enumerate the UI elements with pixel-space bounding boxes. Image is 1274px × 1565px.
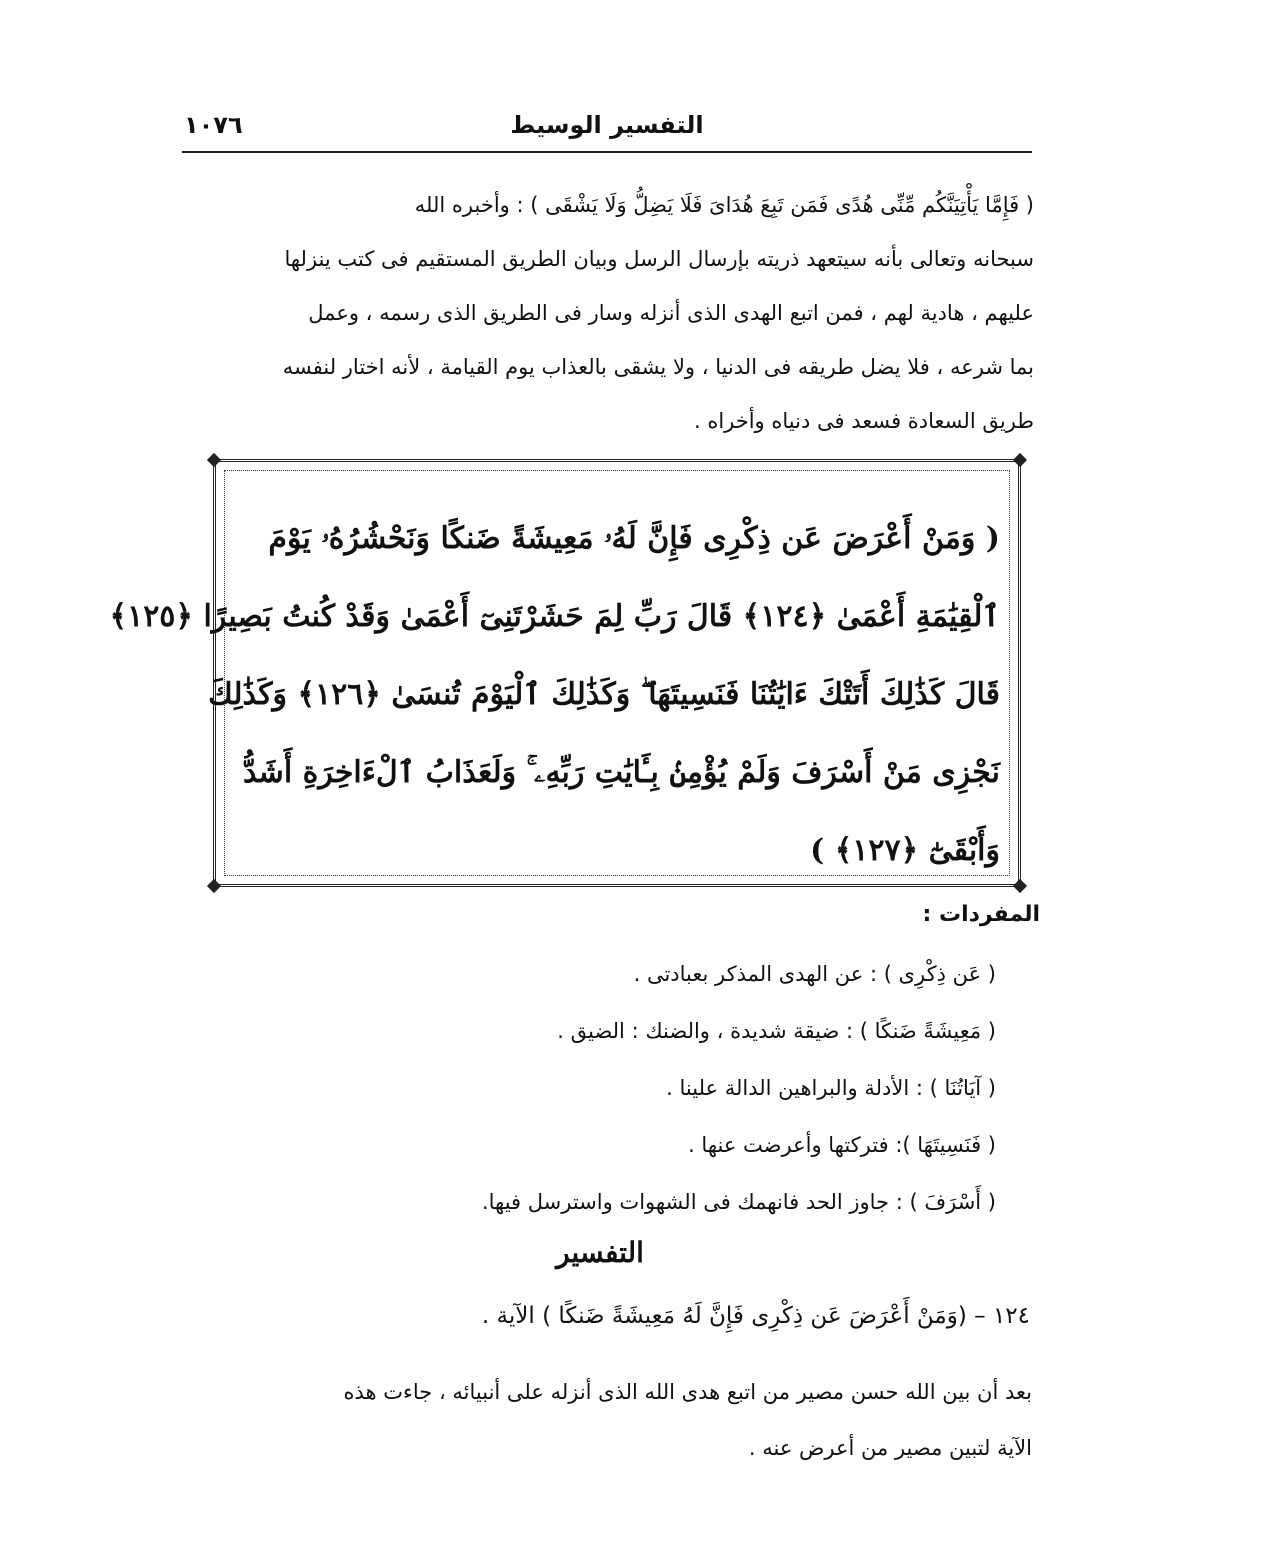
vocabulary-heading: المفردات : [922, 902, 1040, 927]
verse-line: نَجْزِى مَنْ أَسْرَفَ وَلَمْ يُؤْمِنۢ بِـَٔايَٰتِ رَبِّهِۦ ۚ وَلَعَذَابُ ٱلْءَاخِرَةِ أَشَدُّ [242, 755, 1000, 790]
vocabulary-item: ( مَعِيشَةً ضَنكًا ) : ضيقة شديدة ، والضنك : الضيق . [557, 1019, 996, 1043]
verse-line: وَأَبْقَىٰٓ ﴿١٢٧﴾ ) [810, 833, 1000, 868]
vocabulary-list [300, 946, 996, 1231]
verse-line: قَالَ كَذَٰلِكَ أَتَتْكَ ءَايَٰتُنَا فَنَسِيتَهَا ۖ وَكَذَٰلِكَ ٱلْيَوْمَ تُنسَىٰ ﴿١٢٦﴾ وَكَذَٰلِكَ [208, 677, 1000, 712]
vocabulary-item: ( فَنَسِيتَهَا ): فتركتها وأعرضت عنها . [688, 1133, 996, 1157]
intro-line: طريق السعادة فسعد فى دنياه وأخراه . [693, 409, 1034, 433]
vocabulary-item: ( آيَاتُنَا ) : الأدلة والبراهين الدالة علينا . [666, 1076, 996, 1100]
intro-line: عليهم ، هادية لهم ، فمن اتبع الهدى الذى أنزله وسار فى الطريق الذى رسمه ، وعمل [308, 301, 1034, 325]
frame-corner-ornament [207, 879, 221, 893]
verse-line: ( وَمَنْ أَعْرَضَ عَن ذِكْرِى فَإِنَّ لَهُۥ مَعِيشَةً ضَنكًا وَنَحْشُرُهُۥ يَوْمَ [268, 521, 1000, 556]
intro-paragraph [196, 178, 1034, 448]
header-divider [182, 151, 1032, 153]
frame-corner-ornament [1013, 453, 1027, 467]
tafsir-verse-reference: ١٢٤ – (وَمَنْ أَعْرَضَ عَن ذِكْرِى فَإِنَّ لَهُ مَعِيشَةً ضَنكًا ) الآية . [481, 1303, 1030, 1329]
quran-verses [109, 500, 1000, 890]
book-title: التفسير الوسيط [510, 111, 704, 139]
intro-line: بما شرعه ، فلا يضل طريقه فى الدنيا ، ولا يشقى بالعذاب يوم القيامة ، لأنه اختار لنفسه [282, 355, 1034, 379]
vocabulary-item: ( أَسْرَفَ ) : جاوز الحد فانهمك فى الشهوات واسترسل فيها. [481, 1190, 996, 1214]
intro-line: سبحانه وتعالى بأنه سيتعهد ذريته بإرسال الرسل وبيان الطريق المستقيم فى كتب ينزلها [284, 247, 1034, 271]
tafsir-line: بعد أن بين الله حسن مصير من اتبع هدى الله الذى أنزله على أنبيائه ، جاءت هذه [343, 1380, 1032, 1404]
page-number: ١٠٧٦ [184, 111, 243, 139]
verse-line: ٱلْقِيَٰمَةِ أَعْمَىٰ ﴿١٢٤﴾ قَالَ رَبِّ لِمَ حَشَرْتَنِىٓ أَعْمَىٰ وَقَدْ كُنتُ بَصِيرًا ﴿١٢٥﴾ [109, 599, 1000, 634]
tafsir-line: الآية لتبين مصير من أعرض عنه . [748, 1436, 1032, 1460]
vocabulary-item: ( عَن ذِكْرِى ) : عن الهدى المذكر بعبادتى . [633, 962, 996, 986]
tafsir-paragraph [186, 1364, 1032, 1476]
page-header [180, 105, 1034, 149]
intro-line: ( فَإِمَّا يَأْتِيَنَّكُم مِّنِّى هُدًى فَمَن تَبِعَ هُدَاىَ فَلَا يَضِلُّ وَلَا يَشْقَى ) : وأخبره الله [414, 193, 1034, 217]
frame-corner-ornament [207, 453, 221, 467]
tafsir-heading: التفسير [556, 1236, 644, 1269]
frame-corner-ornament [1013, 879, 1027, 893]
